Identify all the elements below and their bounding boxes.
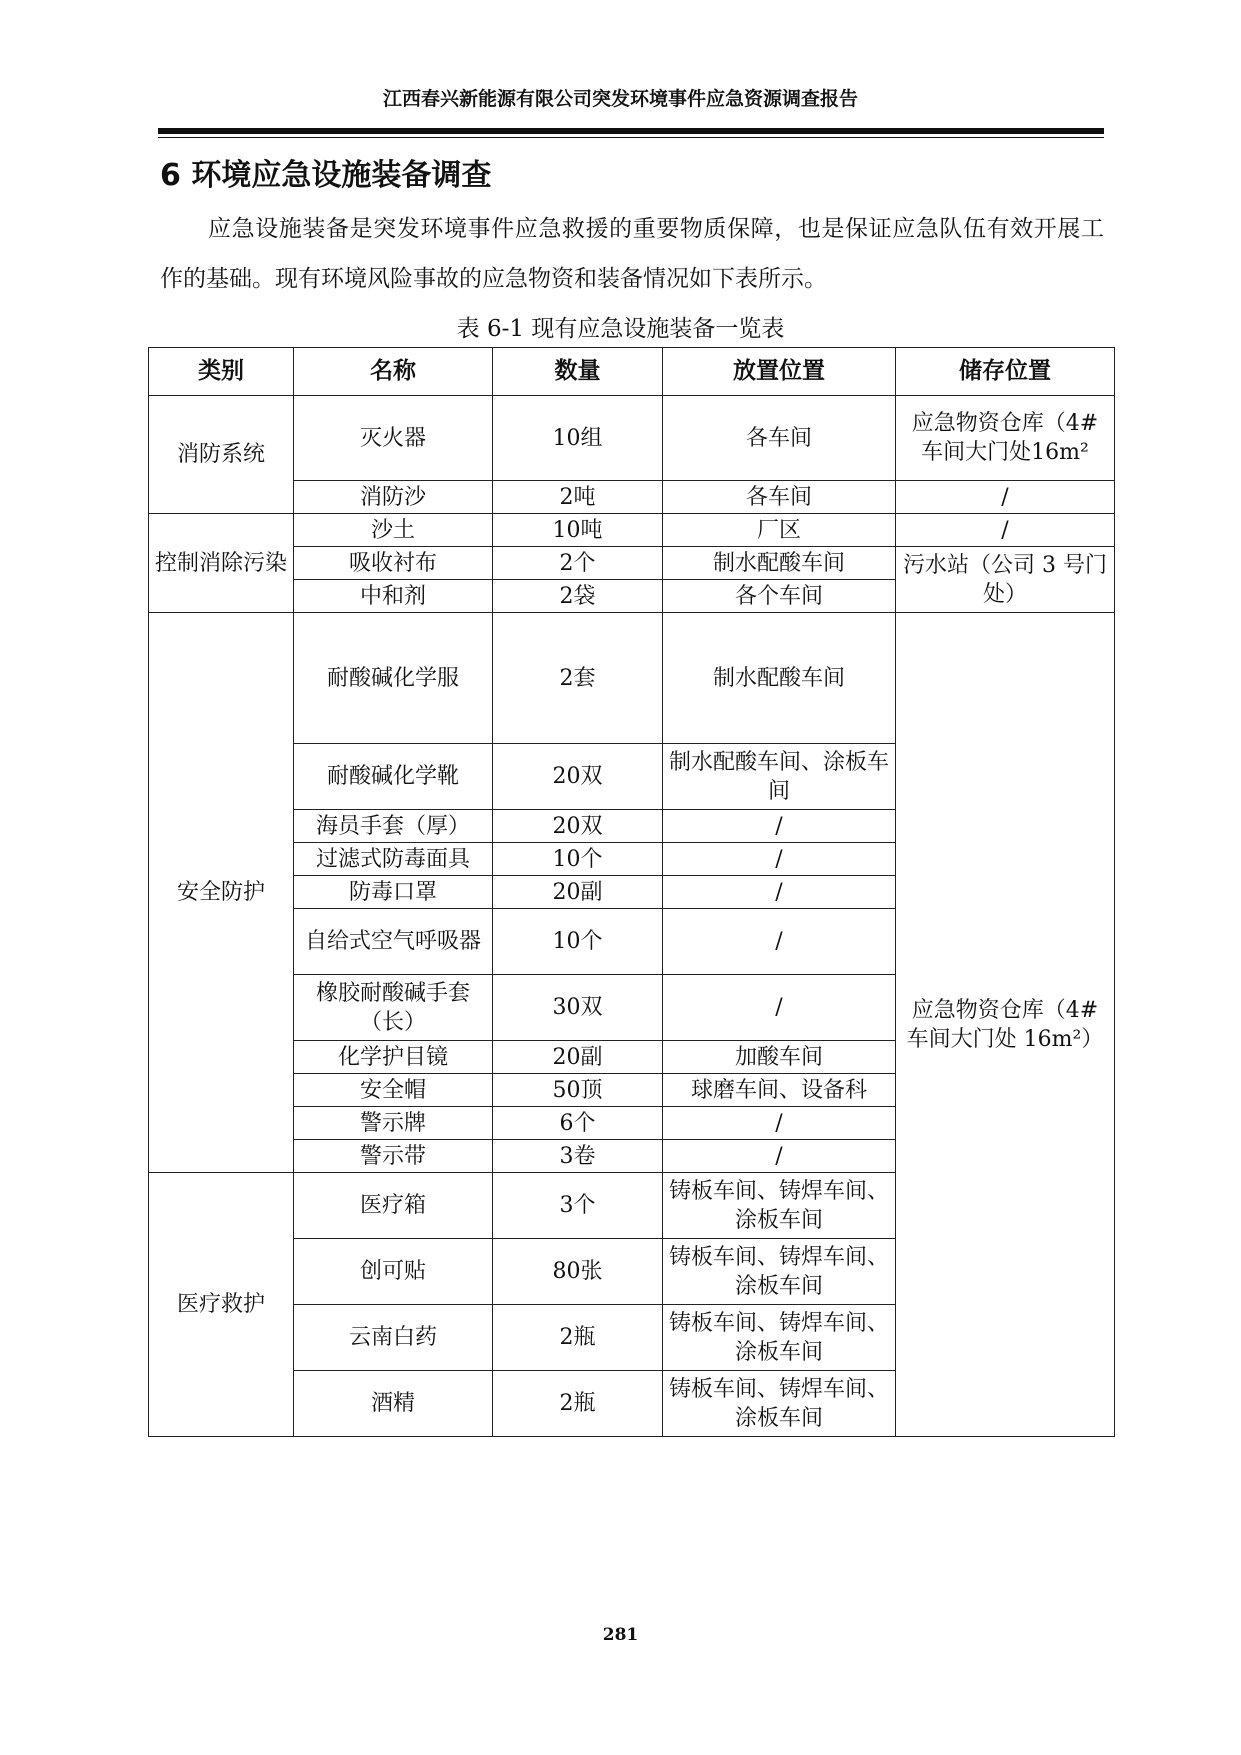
item-qty: 10个 — [493, 843, 663, 876]
item-name: 化学护目镜 — [294, 1041, 493, 1074]
item-place: / — [663, 1140, 896, 1173]
item-place: 制水配酸车间 — [663, 613, 896, 744]
header-rule-thick — [158, 128, 1104, 134]
item-name: 橡胶耐酸碱手套（长） — [294, 975, 493, 1041]
item-qty: 2吨 — [493, 481, 663, 514]
item-qty: 20双 — [493, 744, 663, 810]
group-cell: 安全防护 — [149, 613, 294, 1173]
group-cell: 消防系统 — [149, 396, 294, 514]
item-qty: 10个 — [493, 909, 663, 975]
item-storage: 应急物资仓库（4#车间大门处16m² — [896, 396, 1115, 481]
table-header-row — [149, 348, 1115, 396]
item-qty: 2袋 — [493, 580, 663, 613]
table-caption: 表 6-1 现有应急设施装备一览表 — [456, 316, 785, 342]
table-row — [149, 396, 1115, 481]
group-cell: 控制消除污染 — [149, 514, 294, 613]
item-qty: 30双 — [493, 975, 663, 1041]
item-qty: 2个 — [493, 547, 663, 580]
item-storage: / — [896, 514, 1115, 547]
item-place: 铸板车间、铸焊车间、涂板车间 — [663, 1239, 896, 1305]
item-place: / — [663, 909, 896, 975]
item-place: 铸板车间、铸焊车间、涂板车间 — [663, 1173, 896, 1239]
item-place: 各个车间 — [663, 580, 896, 613]
item-place: 制水配酸车间 — [663, 547, 896, 580]
header-quantity: 数量 — [493, 348, 663, 396]
header-storage: 储存位置 — [896, 348, 1115, 396]
item-qty: 2瓶 — [493, 1305, 663, 1371]
table-row — [149, 514, 1115, 547]
item-place: 厂区 — [663, 514, 896, 547]
group-cell: 医疗救护 — [149, 1173, 294, 1437]
item-name: 安全帽 — [294, 1074, 493, 1107]
item-place: 球磨车间、设备科 — [663, 1074, 896, 1107]
item-qty: 6个 — [493, 1107, 663, 1140]
table-row — [149, 481, 1115, 514]
body-paragraph: 应急设施装备是突发环境事件应急救援的重要物质保障，也是保证应急队伍有效开展工作的基础。现有环境风险事故的应急物资和装备情况如下表所示。 — [160, 216, 1104, 292]
item-place: 制水配酸车间、涂板车间 — [663, 744, 896, 810]
item-name: 酒精 — [294, 1371, 493, 1437]
item-qty: 10组 — [493, 396, 663, 481]
item-qty: 2瓶 — [493, 1371, 663, 1437]
running-header: 江西春兴新能源有限公司突发环境事件应急资源调查报告 — [382, 88, 858, 110]
item-name: 海员手套（厚） — [294, 810, 493, 843]
item-qty: 3卷 — [493, 1140, 663, 1173]
item-storage: 应急物资仓库（4#车间大门处 16m²） — [896, 613, 1115, 1437]
item-name: 警示牌 — [294, 1107, 493, 1140]
item-name: 耐酸碱化学服 — [294, 613, 493, 744]
item-name: 云南白药 — [294, 1305, 493, 1371]
item-name: 防毒口罩 — [294, 876, 493, 909]
item-storage: 污水站（公司 3 号门处） — [896, 547, 1115, 613]
item-place: / — [663, 843, 896, 876]
item-place: 铸板车间、铸焊车间、涂板车间 — [663, 1305, 896, 1371]
item-name: 消防沙 — [294, 481, 493, 514]
item-name: 过滤式防毒面具 — [294, 843, 493, 876]
item-place: / — [663, 810, 896, 843]
item-place: / — [663, 1107, 896, 1140]
item-place: 加酸车间 — [663, 1041, 896, 1074]
section-heading: 6 环境应急设施装备调查 — [160, 158, 492, 193]
item-qty: 2套 — [493, 613, 663, 744]
item-qty: 80张 — [493, 1239, 663, 1305]
item-name: 中和剂 — [294, 580, 493, 613]
item-place: / — [663, 975, 896, 1041]
header-name: 名称 — [294, 348, 493, 396]
item-name: 警示带 — [294, 1140, 493, 1173]
item-place: 各车间 — [663, 481, 896, 514]
header-rule-thin — [158, 137, 1104, 138]
item-qty: 20双 — [493, 810, 663, 843]
item-place: / — [663, 876, 896, 909]
page-number: 281 — [602, 1625, 639, 1645]
item-storage: / — [896, 481, 1115, 514]
item-place: 各车间 — [663, 396, 896, 481]
table-row — [149, 613, 1115, 744]
equipment-table — [148, 347, 1115, 1437]
item-qty: 20副 — [493, 1041, 663, 1074]
item-name: 吸收衬布 — [294, 547, 493, 580]
item-name: 灭火器 — [294, 396, 493, 481]
header-placement: 放置位置 — [663, 348, 896, 396]
item-name: 耐酸碱化学靴 — [294, 744, 493, 810]
item-name: 创可贴 — [294, 1239, 493, 1305]
item-name: 沙土 — [294, 514, 493, 547]
item-qty: 50顶 — [493, 1074, 663, 1107]
item-qty: 10吨 — [493, 514, 663, 547]
item-qty: 20副 — [493, 876, 663, 909]
table-row — [149, 547, 1115, 580]
item-name: 自给式空气呼吸器 — [294, 909, 493, 975]
item-name: 医疗箱 — [294, 1173, 493, 1239]
item-place: 铸板车间、铸焊车间、涂板车间 — [663, 1371, 896, 1437]
item-qty: 3个 — [493, 1173, 663, 1239]
header-category: 类别 — [149, 348, 294, 396]
